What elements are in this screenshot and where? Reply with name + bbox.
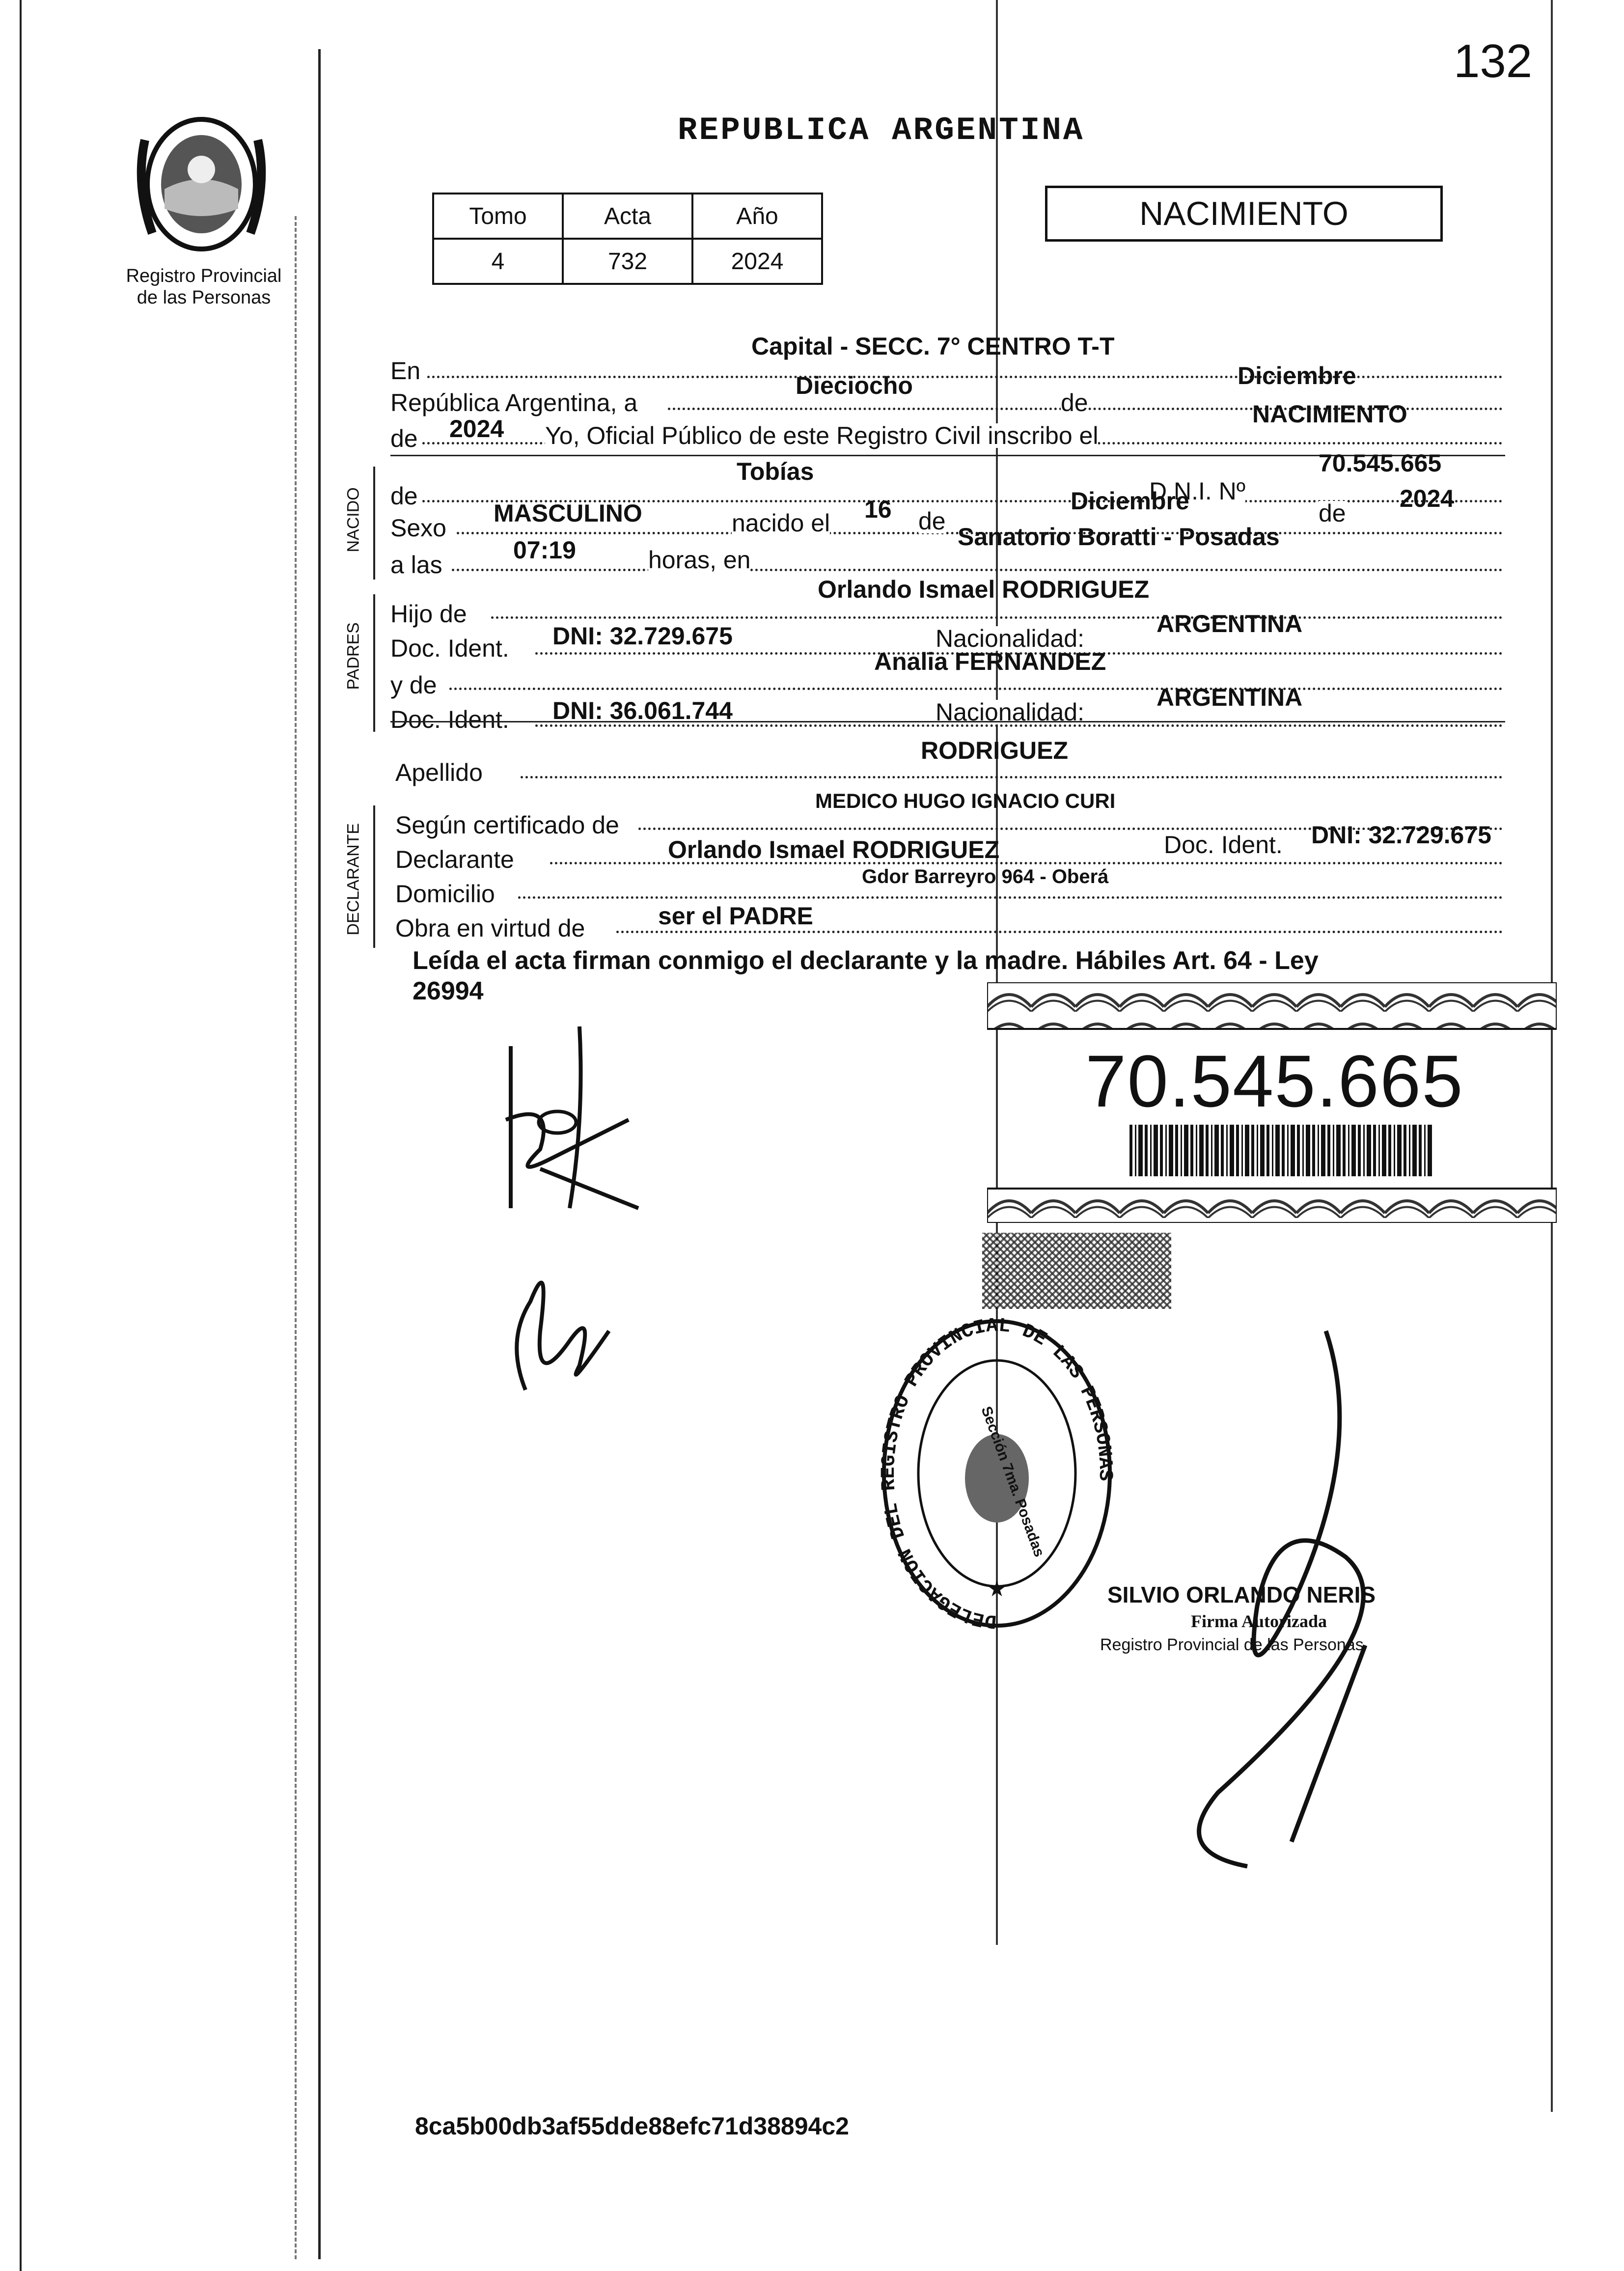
inscription-value: NACIMIENTO (1252, 400, 1407, 428)
record-type-label: NACIMIENTO (1139, 195, 1349, 232)
nacido-de-label: de (390, 482, 418, 510)
nacido-el-label: nacido el (732, 509, 830, 537)
month-value: Diciembre (1238, 362, 1356, 389)
page-number: 132 (1454, 35, 1533, 87)
section-divider (390, 721, 1505, 722)
padres-bracket (373, 594, 375, 732)
horas-label: horas, en (648, 546, 751, 574)
nacido-de-label3: de (1319, 499, 1346, 527)
dotted-line (491, 616, 1503, 619)
domicilio-label: Domicilio (395, 880, 495, 908)
stamp-inner-text: Sección 7ma. Posadas (978, 1404, 1048, 1559)
birth-month-value: Diciembre (1071, 487, 1189, 515)
official-office: Registro Provincial de las Personas (1100, 1635, 1364, 1654)
country-title: REPUBLICA ARGENTINA (678, 112, 1085, 149)
birth-time-value: 07:19 (513, 536, 576, 564)
declarante-doc-value: DNI: 32.729.675 (1311, 821, 1491, 849)
birth-year-value: 2024 (1400, 485, 1455, 512)
declarante-value: Orlando Ismael RODRIGUEZ (668, 836, 1000, 863)
dotted-line (452, 569, 1503, 571)
dotted-line (616, 931, 1503, 933)
hologram-seal (982, 1233, 1171, 1309)
nacido-de-label2: de (918, 507, 946, 535)
declarante-section-label: DECLARANTE (344, 823, 363, 936)
document-hash: 8ca5b00db3af55dde88efc71d38894c2 (415, 2112, 849, 2140)
apellido-label: Apellido (395, 759, 483, 786)
cert-value: MEDICO HUGO IGNACIO CURI (815, 789, 1116, 812)
mother-name-value: Analia FERNANDEZ (874, 648, 1106, 675)
logo-caption-line2: de las Personas (137, 287, 271, 308)
dotted-line (521, 776, 1503, 778)
de-year-label: de (390, 425, 418, 452)
father-doc-value: DNI: 32.729.675 (552, 622, 733, 650)
official-name: SILVIO ORLANDO NERIS (1107, 1582, 1376, 1607)
mother-doc-value: DNI: 36.061.744 (552, 697, 733, 724)
father-nac-value: ARGENTINA (1156, 610, 1303, 637)
logo-caption-line1: Registro Provincial (126, 266, 282, 286)
sexo-value: MASCULINO (494, 499, 642, 527)
mother-nac-value: ARGENTINA (1156, 684, 1303, 711)
register-table (432, 193, 823, 285)
perforation-line (295, 216, 297, 2259)
officer-text: Yo, Oficial Público de este Registro Civil inscribo el (545, 422, 1099, 449)
birth-day-value: 16 (864, 496, 892, 523)
nacido-bracket (373, 467, 375, 580)
republica-label: República Argentina, a (390, 389, 638, 416)
padres-section-label: PADRES (344, 622, 363, 690)
closing-line1: Leída el acta firman conmigo el declarante y la madre. Hábiles Art. 64 - Ley (413, 946, 1319, 975)
mother-doc-label: Doc. Ident. (390, 706, 509, 733)
table-header-tomo: Tomo (433, 194, 563, 239)
dni-label: D.N.I. Nº (1149, 477, 1246, 505)
stamp-ring-text: DELEGACION DEL REGISTRO PROVINCIAL DE LAS PERSONAS (879, 1315, 1115, 1632)
sticker-barcode (1129, 1125, 1434, 1176)
closing-line2: 26994 (413, 977, 484, 1005)
left-margin-rule (20, 0, 22, 2271)
official-title: Firma Autorizada (1191, 1611, 1327, 1631)
svg-text:★: ★ (987, 1577, 1007, 1601)
table-header-ano: Año (692, 194, 822, 239)
de-label: de (1061, 389, 1088, 416)
a-las-label: a las (390, 551, 442, 579)
province-seal-logo (125, 111, 277, 258)
child-name-value: Tobías (737, 458, 814, 485)
en-value: Capital - SECC. 7° CENTRO T-T (751, 332, 1115, 360)
declarante-doc-label: Doc. Ident. (1164, 831, 1283, 859)
father-name-value: Orlando Ismael RODRIGUEZ (818, 576, 1150, 603)
nacido-section-label: NACIDO (344, 487, 363, 553)
table-header-acta: Acta (563, 194, 692, 239)
inner-margin-rule (318, 49, 321, 2259)
logo-caption (115, 265, 292, 308)
year-value: 2024 (449, 415, 504, 443)
dotted-line (518, 896, 1503, 899)
record-type-box (1045, 186, 1443, 242)
mother-signature (496, 1243, 624, 1405)
hijo-de-label: Hijo de (390, 600, 467, 628)
apellido-value: RODRIGUEZ (921, 737, 1068, 764)
obra-label: Obra en virtud de (395, 914, 585, 942)
declarante-bracket (373, 805, 375, 948)
birth-place-value: Sanatorio Boratti - Posadas (958, 523, 1280, 551)
child-dni-value: 70.545.665 (1319, 449, 1442, 477)
domicilio-value: Gdor Barreyro 964 - Oberá (862, 866, 1109, 887)
declarante-label: Declarante (395, 846, 514, 873)
cert-label: Según certificado de (395, 811, 619, 839)
table-value-acta: 732 (563, 239, 692, 284)
sexo-label: Sexo (390, 514, 446, 542)
sticker-number: 70.545.665 (1085, 1040, 1464, 1122)
y-de-label: y de (390, 671, 437, 699)
obra-value: ser el PADRE (658, 902, 813, 930)
father-doc-label: Doc. Ident. (390, 635, 509, 662)
registry-stamp (879, 1311, 1115, 1645)
table-value-tomo: 4 (433, 239, 563, 284)
mother-nac-label: Nacionalidad: (936, 698, 1084, 726)
en-label: En (390, 357, 421, 385)
declarant-signature (481, 1022, 648, 1228)
father-nac-label: Nacionalidad: (936, 625, 1084, 652)
dotted-line (449, 688, 1503, 690)
day-value: Dieciocho (796, 372, 913, 399)
table-value-ano: 2024 (692, 239, 822, 284)
